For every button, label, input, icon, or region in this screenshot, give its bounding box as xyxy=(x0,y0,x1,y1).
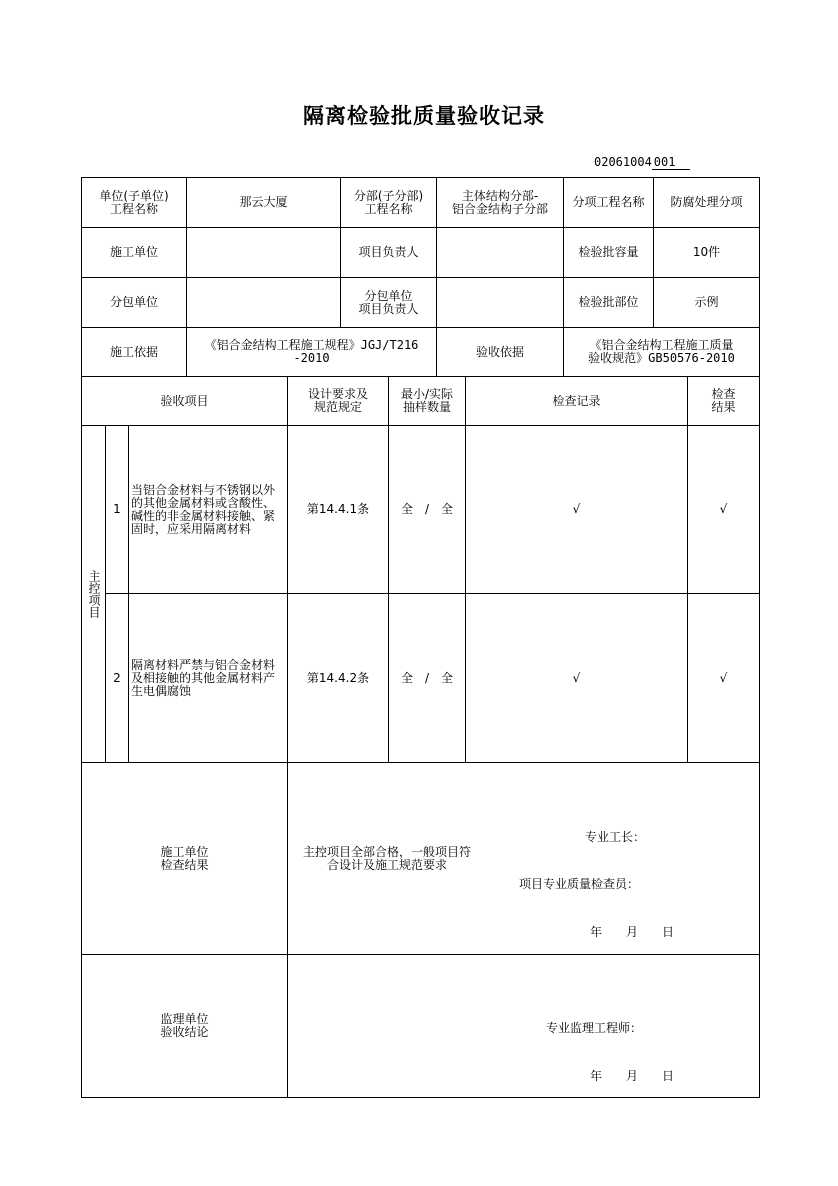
sub-pm-value xyxy=(437,278,564,328)
col-header-result: 检查 结果 xyxy=(688,377,760,426)
col-header-design: 设计要求及 规范规定 xyxy=(288,377,389,426)
division-value: 主体结构分部- 铝合金结构子分部 xyxy=(437,178,564,228)
subitem-label: 分项工程名称 xyxy=(564,178,654,228)
pm-value xyxy=(437,228,564,278)
item-clause: 第14.4.2条 xyxy=(288,594,389,763)
capacity-label: 检验批容量 xyxy=(564,228,654,278)
main-control-label: 主控项目 xyxy=(82,426,106,763)
col-header-item: 验收项目 xyxy=(82,377,288,426)
table-row xyxy=(82,594,760,763)
location-label: 检验批部位 xyxy=(564,278,654,328)
table-row xyxy=(82,426,760,594)
item-record-check: √ xyxy=(466,594,688,763)
foreman-signature-label: 专业工长： xyxy=(585,830,646,844)
contractor-value xyxy=(187,228,341,278)
item-record-check: √ xyxy=(466,426,688,594)
subcontractor-label: 分包单位 xyxy=(82,278,187,328)
item-clause: 第14.4.1条 xyxy=(288,426,389,594)
record-number-prefix: 02061004 xyxy=(594,155,652,169)
col-header-record: 检查记录 xyxy=(466,377,688,426)
item-description: 隔离材料严禁与铝合金材料及相接触的其他金属材料产生电偶腐蚀 xyxy=(129,594,288,763)
contractor-label: 施工单位 xyxy=(82,228,187,278)
basis-label: 施工依据 xyxy=(82,328,187,377)
construction-check-label: 施工单位 检查结果 xyxy=(82,763,288,955)
item-result-check: √ xyxy=(688,594,760,763)
inspection-table xyxy=(81,376,760,1098)
division-label: 分部(子分部) 工程名称 xyxy=(341,178,437,228)
page-title: 隔离检验批质量验收记录 xyxy=(303,104,545,128)
item-result-check: √ xyxy=(688,426,760,594)
capacity-value: 10件 xyxy=(654,228,760,278)
item-sample: 全 / 全 xyxy=(389,426,466,594)
item-number: 2 xyxy=(106,594,129,763)
supervision-date: 年 月 日 xyxy=(590,1069,675,1083)
quality-inspector-label: 项目专业质量检查员： xyxy=(519,877,640,891)
header-table xyxy=(81,177,760,377)
subitem-value: 防腐处理分项 xyxy=(654,178,760,228)
basis-value: 《铝合金结构工程施工规程》JGJ/T216 -2010 xyxy=(187,328,437,377)
item-number: 1 xyxy=(106,426,129,594)
supervision-cell xyxy=(288,955,760,1098)
record-number-suffix: 001 xyxy=(652,155,690,170)
supervision-engineer-label: 专业监理工程师： xyxy=(546,1021,643,1035)
location-value: 示例 xyxy=(654,278,760,328)
unit-label: 单位(子单位) 工程名称 xyxy=(82,178,187,228)
item-sample: 全 / 全 xyxy=(389,594,466,763)
construction-conclusion: 主控项目全部合格，一般项目符 合设计及施工规范要求 xyxy=(302,845,471,872)
unit-value: 那云大厦 xyxy=(187,178,341,228)
subcontractor-value xyxy=(187,278,341,328)
sub-pm-label: 分包单位 项目负责人 xyxy=(341,278,437,328)
acceptance-basis-value: 《铝合金结构工程施工质量 验收规范》GB50576-2010 xyxy=(564,328,760,377)
record-number xyxy=(594,155,690,170)
acceptance-basis-label: 验收依据 xyxy=(437,328,564,377)
item-description: 当铝合金材料与不锈钢以外的其他金属材料或含酸性、碱性的非金属材料接触、紧固时，应采用隔离材料 xyxy=(129,426,288,594)
col-header-sample: 最小/实际 抽样数量 xyxy=(389,377,466,426)
construction-date: 年 月 日 xyxy=(590,925,675,939)
pm-label: 项目负责人 xyxy=(341,228,437,278)
supervision-label: 监理单位 验收结论 xyxy=(82,955,288,1098)
